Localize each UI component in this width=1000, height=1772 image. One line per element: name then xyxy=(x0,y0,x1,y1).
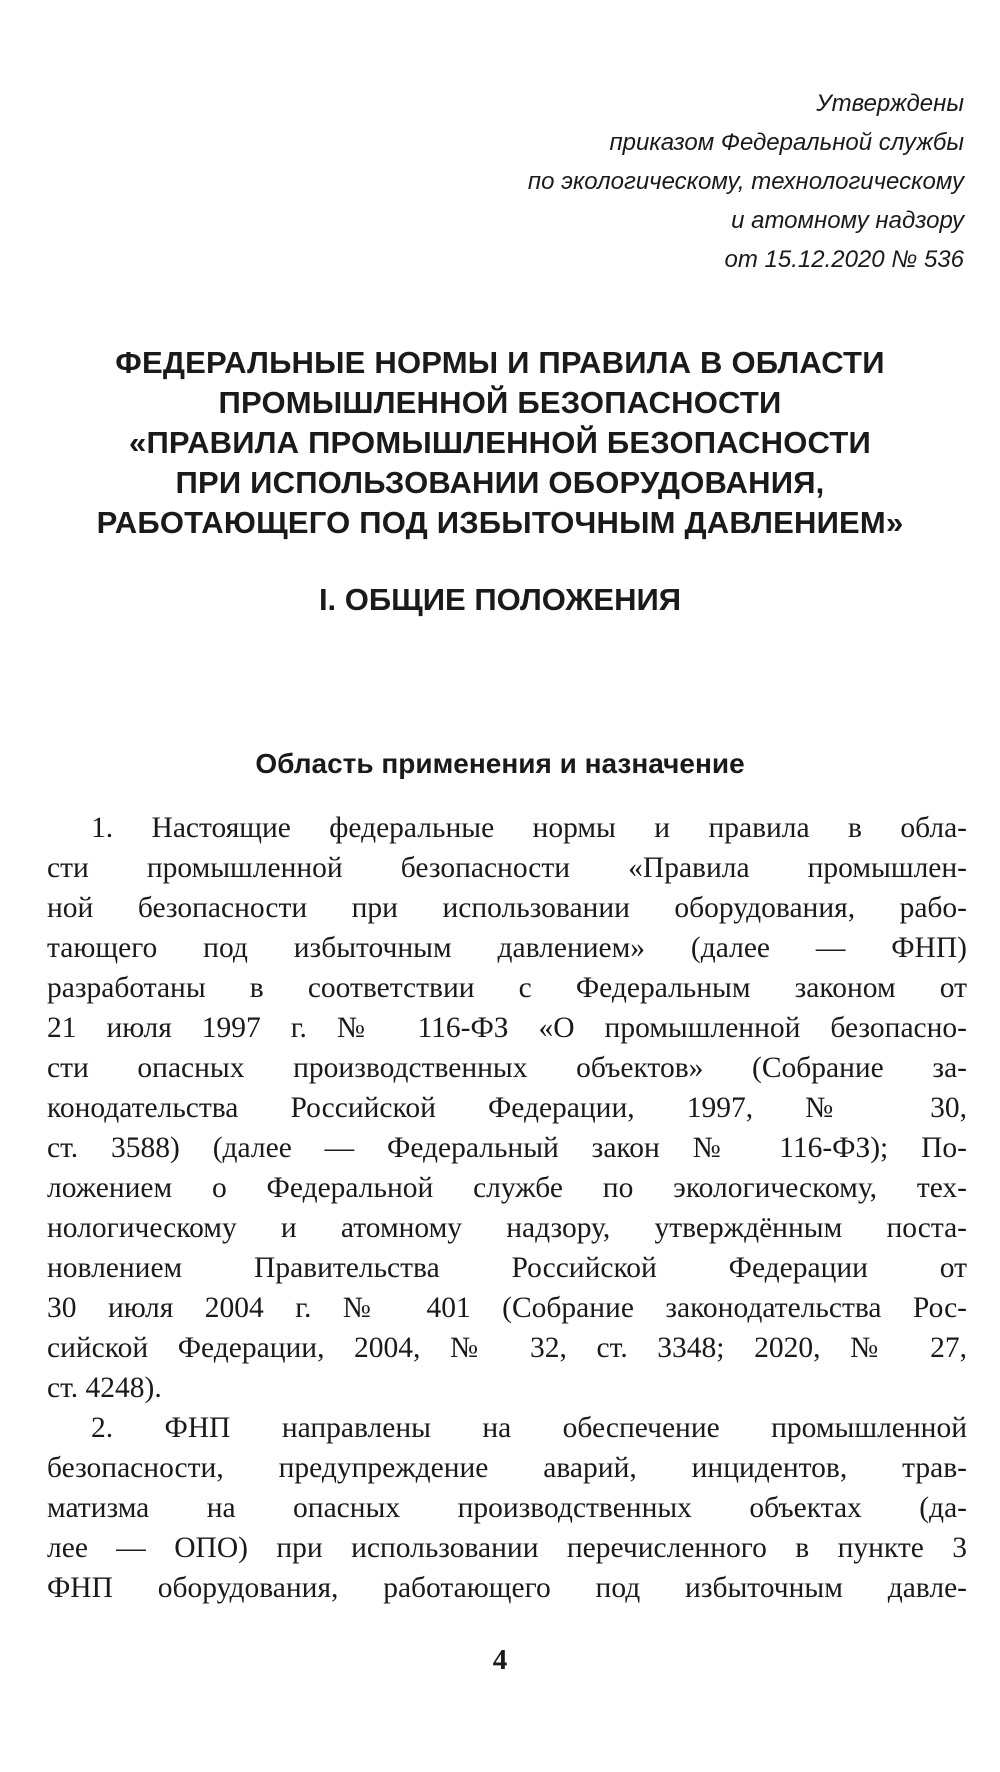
text-line: сти промышленной безопасности «Правила промышлен- xyxy=(47,852,967,884)
body-text xyxy=(47,808,967,1608)
text-line: ФНП оборудования, работающего под избыточным давле- xyxy=(47,1572,967,1604)
text-line: ст. 4248). xyxy=(47,1372,162,1404)
text-line: 30 июля 2004 г. № 401 (Собрание законодательства Рос- xyxy=(47,1292,967,1324)
text-line: ст. 3588) (далее — Федеральный закон № 116-ФЗ); По- xyxy=(47,1132,967,1164)
paragraph-1 xyxy=(47,808,967,1408)
paragraph-2 xyxy=(47,1408,967,1608)
text-line: разработаны в соответствии с Федеральным законом от xyxy=(47,972,967,1004)
approval-line: от 15.12.2020 № 536 xyxy=(724,246,964,273)
title-line: ПРИ ИСПОЛЬЗОВАНИИ ОБОРУДОВАНИЯ, xyxy=(175,465,825,500)
text-line: ной безопасности при использовании оборудования, рабо- xyxy=(47,892,967,924)
text-line: 1. Настоящие федеральные нормы и правила в обла- xyxy=(91,812,967,844)
text-line: новлением Правительства Российской Федерации от xyxy=(47,1252,967,1284)
approval-line: по экологическому, технологическому xyxy=(527,168,964,195)
approval-block xyxy=(404,84,964,279)
title-line: «ПРАВИЛА ПРОМЫШЛЕННОЙ БЕЗОПАСНОСТИ xyxy=(129,425,871,460)
approval-line: приказом Федеральной службы xyxy=(609,129,964,156)
title-line: РАБОТАЮЩЕГО ПОД ИЗБЫТОЧНЫМ ДАВЛЕНИЕМ» xyxy=(96,505,904,540)
text-line: сти опасных производственных объектов» (Собрание за- xyxy=(47,1052,967,1084)
section-heading: I. ОБЩИЕ ПОЛОЖЕНИЯ xyxy=(318,582,682,617)
approval-line: Утверждены xyxy=(816,90,964,117)
page-number: 4 xyxy=(492,1644,508,1676)
subsection-heading: Область применения и назначение xyxy=(255,748,745,779)
title-line: ПРОМЫШЛЕННОЙ БЕЗОПАСНОСТИ xyxy=(218,385,782,420)
text-line: матизма на опасных производственных объектах (да- xyxy=(47,1492,967,1524)
text-line: лее — ОПО) при использовании перечисленного в пункте 3 xyxy=(47,1532,967,1564)
text-line: ложением о Федеральной службе по экологическому, тех- xyxy=(47,1172,967,1204)
text-line: безопасности, предупреждение аварий, инцидентов, трав- xyxy=(47,1452,967,1484)
text-line: тающего под избыточным давлением» (далее — ФНП) xyxy=(47,932,967,964)
document-title xyxy=(40,343,960,543)
title-line: ФЕДЕРАЛЬНЫЕ НОРМЫ И ПРАВИЛА В ОБЛАСТИ xyxy=(115,345,885,380)
text-line: сийской Федерации, 2004, № 32, ст. 3348; 2020, № 27, xyxy=(47,1332,967,1364)
approval-line: и атомному надзору xyxy=(731,207,964,234)
text-line: нологическому и атомному надзору, утверждённым поста- xyxy=(47,1212,967,1244)
text-line: 21 июля 1997 г. № 116-ФЗ «О промышленной безопасно- xyxy=(47,1012,967,1044)
text-line: конодательства Российской Федерации, 1997, № 30, xyxy=(47,1092,967,1124)
text-line: 2. ФНП направлены на обеспечение промышленной xyxy=(91,1412,967,1444)
